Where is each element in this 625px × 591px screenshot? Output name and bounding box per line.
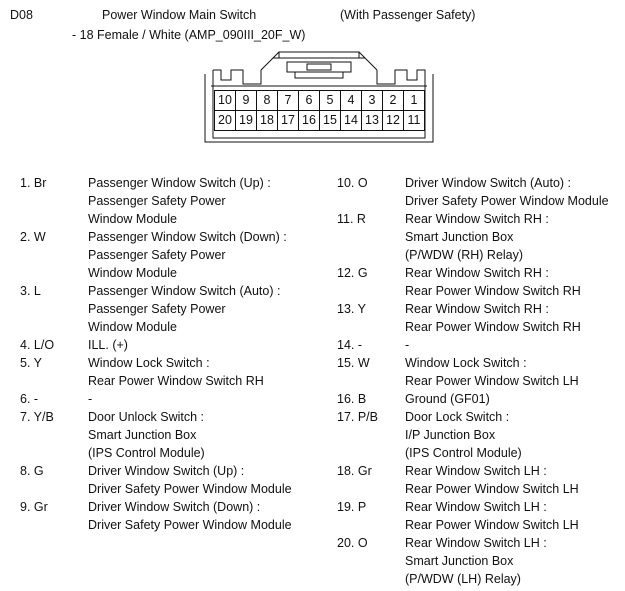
- pin-label: 17. P/B: [337, 410, 378, 424]
- pin-description-line: Smart Junction Box: [405, 554, 514, 568]
- pin-description-line: (IPS Control Module): [88, 446, 205, 460]
- connector-pin-cell: 15: [320, 111, 341, 131]
- connector-pin-cell: 10: [215, 91, 236, 111]
- pin-entry: [337, 174, 622, 210]
- pin-description-line: Window Module: [88, 320, 177, 334]
- variant-note: (With Passenger Safety): [340, 8, 476, 22]
- pin-description-line: Smart Junction Box: [405, 230, 514, 244]
- pin-label: 7. Y/B: [20, 410, 54, 424]
- pin-description-line: (P/WDW (RH) Relay): [405, 248, 524, 262]
- pin-entry: [20, 354, 320, 390]
- pin-entry: [20, 336, 320, 354]
- pin-description-line: (IPS Control Module): [405, 446, 522, 460]
- pin-label: 9. Gr: [20, 500, 48, 514]
- connector-pin-cell: 17: [278, 111, 299, 131]
- pin-label: 1. Br: [20, 176, 47, 190]
- pin-description: [405, 174, 622, 210]
- pin-label: 16. B: [337, 392, 367, 406]
- pin-description: [405, 408, 622, 462]
- connector-pin-cell: 5: [320, 91, 341, 111]
- pin-label: 10. O: [337, 176, 368, 190]
- pin-description-line: Driver Window Switch (Auto) :: [405, 176, 572, 190]
- pin-description: [88, 390, 320, 408]
- page-title: Power Window Main Switch: [102, 8, 257, 22]
- connector-pin-cell: 9: [236, 91, 257, 111]
- pin-label: 11. R: [337, 212, 366, 226]
- pin-label: 2. W: [20, 230, 46, 244]
- pin-description-line: I/P Junction Box: [405, 428, 496, 442]
- pin-description-line: Door Lock Switch :: [405, 410, 510, 424]
- pin-description-line: ILL. (+): [88, 338, 128, 352]
- pin-description-line: Rear Window Switch LH :: [405, 500, 547, 514]
- pin-description-line: Window Lock Switch :: [405, 356, 527, 370]
- pin-list-left: [20, 174, 320, 534]
- pin-description-line: Driver Safety Power Window Module: [88, 482, 292, 496]
- connector-pin-cell: 1: [404, 91, 425, 111]
- connector-pin-cell: 20: [215, 111, 236, 131]
- pin-entry: [337, 408, 622, 462]
- pin-description: [88, 498, 320, 534]
- pin-label: 13. Y: [337, 302, 366, 316]
- pin-label: 3. L: [20, 284, 41, 298]
- pin-description-line: Window Module: [88, 266, 177, 280]
- pin-description: [88, 174, 320, 228]
- pin-description-line: Window Lock Switch :: [88, 356, 210, 370]
- pin-description-line: (P/WDW (LH) Relay): [405, 572, 521, 586]
- pin-description-line: -: [88, 392, 93, 406]
- pin-description-line: Rear Power Window Switch RH: [405, 320, 581, 334]
- pin-entry: [337, 462, 622, 498]
- connector-pin-cell: 6: [299, 91, 320, 111]
- pin-list-right: [337, 174, 622, 588]
- connector-pin-cell: 16: [299, 111, 320, 131]
- pin-description-line: Rear Power Window Switch LH: [405, 374, 579, 388]
- pin-entry: [337, 390, 622, 408]
- pin-description-line: Rear Power Window Switch RH: [88, 374, 264, 388]
- pin-label: 6. -: [20, 392, 39, 406]
- pin-label: 15. W: [337, 356, 370, 370]
- pin-description-line: Driver Safety Power Window Module: [88, 518, 292, 532]
- pin-entry: [20, 174, 320, 228]
- pin-entry: [20, 408, 320, 462]
- pin-entry: [337, 210, 622, 264]
- pin-description: [405, 336, 622, 354]
- connector-pin-cell: 4: [341, 91, 362, 111]
- pin-description: [88, 462, 320, 498]
- pin-label: 8. G: [20, 464, 44, 478]
- pin-label: 14. -: [337, 338, 363, 352]
- pin-description: [405, 300, 622, 336]
- pin-description-line: Rear Window Switch LH :: [405, 536, 547, 550]
- connector-description: - 18 Female / White (AMP_090III_20F_W): [72, 28, 306, 42]
- connector-code: D08: [10, 8, 33, 22]
- pin-description-line: Rear Window Switch RH :: [405, 266, 549, 280]
- pin-description: [405, 498, 622, 534]
- pin-label: 12. G: [337, 266, 368, 280]
- connector-pin-cell: 7: [278, 91, 299, 111]
- pin-description-line: Passenger Safety Power: [88, 302, 226, 316]
- pin-description-line: Driver Window Switch (Down) :: [88, 500, 261, 514]
- pin-description: [405, 264, 622, 300]
- pin-description-line: Rear Window Switch RH :: [405, 212, 549, 226]
- pin-description-line: Smart Junction Box: [88, 428, 197, 442]
- connector-pin-cell: 3: [362, 91, 383, 111]
- pin-description-line: Rear Window Switch LH :: [405, 464, 547, 478]
- connector-pin-cell: 2: [383, 91, 404, 111]
- connector-pin-cell: 19: [236, 111, 257, 131]
- pin-label: 19. P: [337, 500, 367, 514]
- pin-description: [88, 336, 320, 354]
- pin-entry: [337, 336, 622, 354]
- pin-description: [88, 282, 320, 336]
- pin-description-line: Passenger Window Switch (Auto) :: [88, 284, 281, 298]
- pin-description-line: Passenger Window Switch (Up) :: [88, 176, 271, 190]
- pin-label: 5. Y: [20, 356, 43, 370]
- pin-entry: [20, 390, 320, 408]
- pin-entry: [20, 462, 320, 498]
- connector-pin-cell: 12: [383, 111, 404, 131]
- pin-description: [88, 228, 320, 282]
- connector-pin-grid: [214, 90, 425, 131]
- pin-description-line: Rear Power Window Switch LH: [405, 518, 579, 532]
- pin-description-line: Rear Power Window Switch LH: [405, 482, 579, 496]
- pin-description-line: -: [405, 338, 410, 352]
- pin-entry: [20, 228, 320, 282]
- pin-description-line: Driver Safety Power Window Module: [405, 194, 609, 208]
- pin-description: [88, 354, 320, 390]
- pin-entry: [337, 534, 622, 588]
- pin-description-line: Driver Window Switch (Up) :: [88, 464, 245, 478]
- pin-description-line: Rear Window Switch RH :: [405, 302, 549, 316]
- pin-entry: [337, 264, 622, 300]
- pin-description-line: Passenger Window Switch (Down) :: [88, 230, 287, 244]
- pin-description: [405, 462, 622, 498]
- pin-description-line: Rear Power Window Switch RH: [405, 284, 581, 298]
- pin-description: [405, 390, 622, 408]
- pin-description-line: Ground (GF01): [405, 392, 490, 406]
- pin-description-line: Door Unlock Switch :: [88, 410, 205, 424]
- pin-entry: [337, 498, 622, 534]
- pin-label: 18. Gr: [337, 464, 372, 478]
- connector-pin-cell: 13: [362, 111, 383, 131]
- pin-description: [405, 534, 622, 588]
- pin-description: [88, 408, 320, 462]
- pin-label: 4. L/O: [20, 338, 55, 352]
- pin-entry: [337, 354, 622, 390]
- pin-description-line: Passenger Safety Power: [88, 248, 226, 262]
- pin-entry: [20, 498, 320, 534]
- pin-entry: [20, 282, 320, 336]
- pin-description: [405, 354, 622, 390]
- pin-description-line: Window Module: [88, 212, 177, 226]
- connector-pin-cell: 14: [341, 111, 362, 131]
- pin-description: [405, 210, 622, 264]
- pin-label: 20. O: [337, 536, 368, 550]
- pin-entry: [337, 300, 622, 336]
- connector-pin-cell: 11: [404, 111, 425, 131]
- connector-pin-cell: 8: [257, 91, 278, 111]
- pin-description-line: Passenger Safety Power: [88, 194, 226, 208]
- connector-pin-cell: 18: [257, 111, 278, 131]
